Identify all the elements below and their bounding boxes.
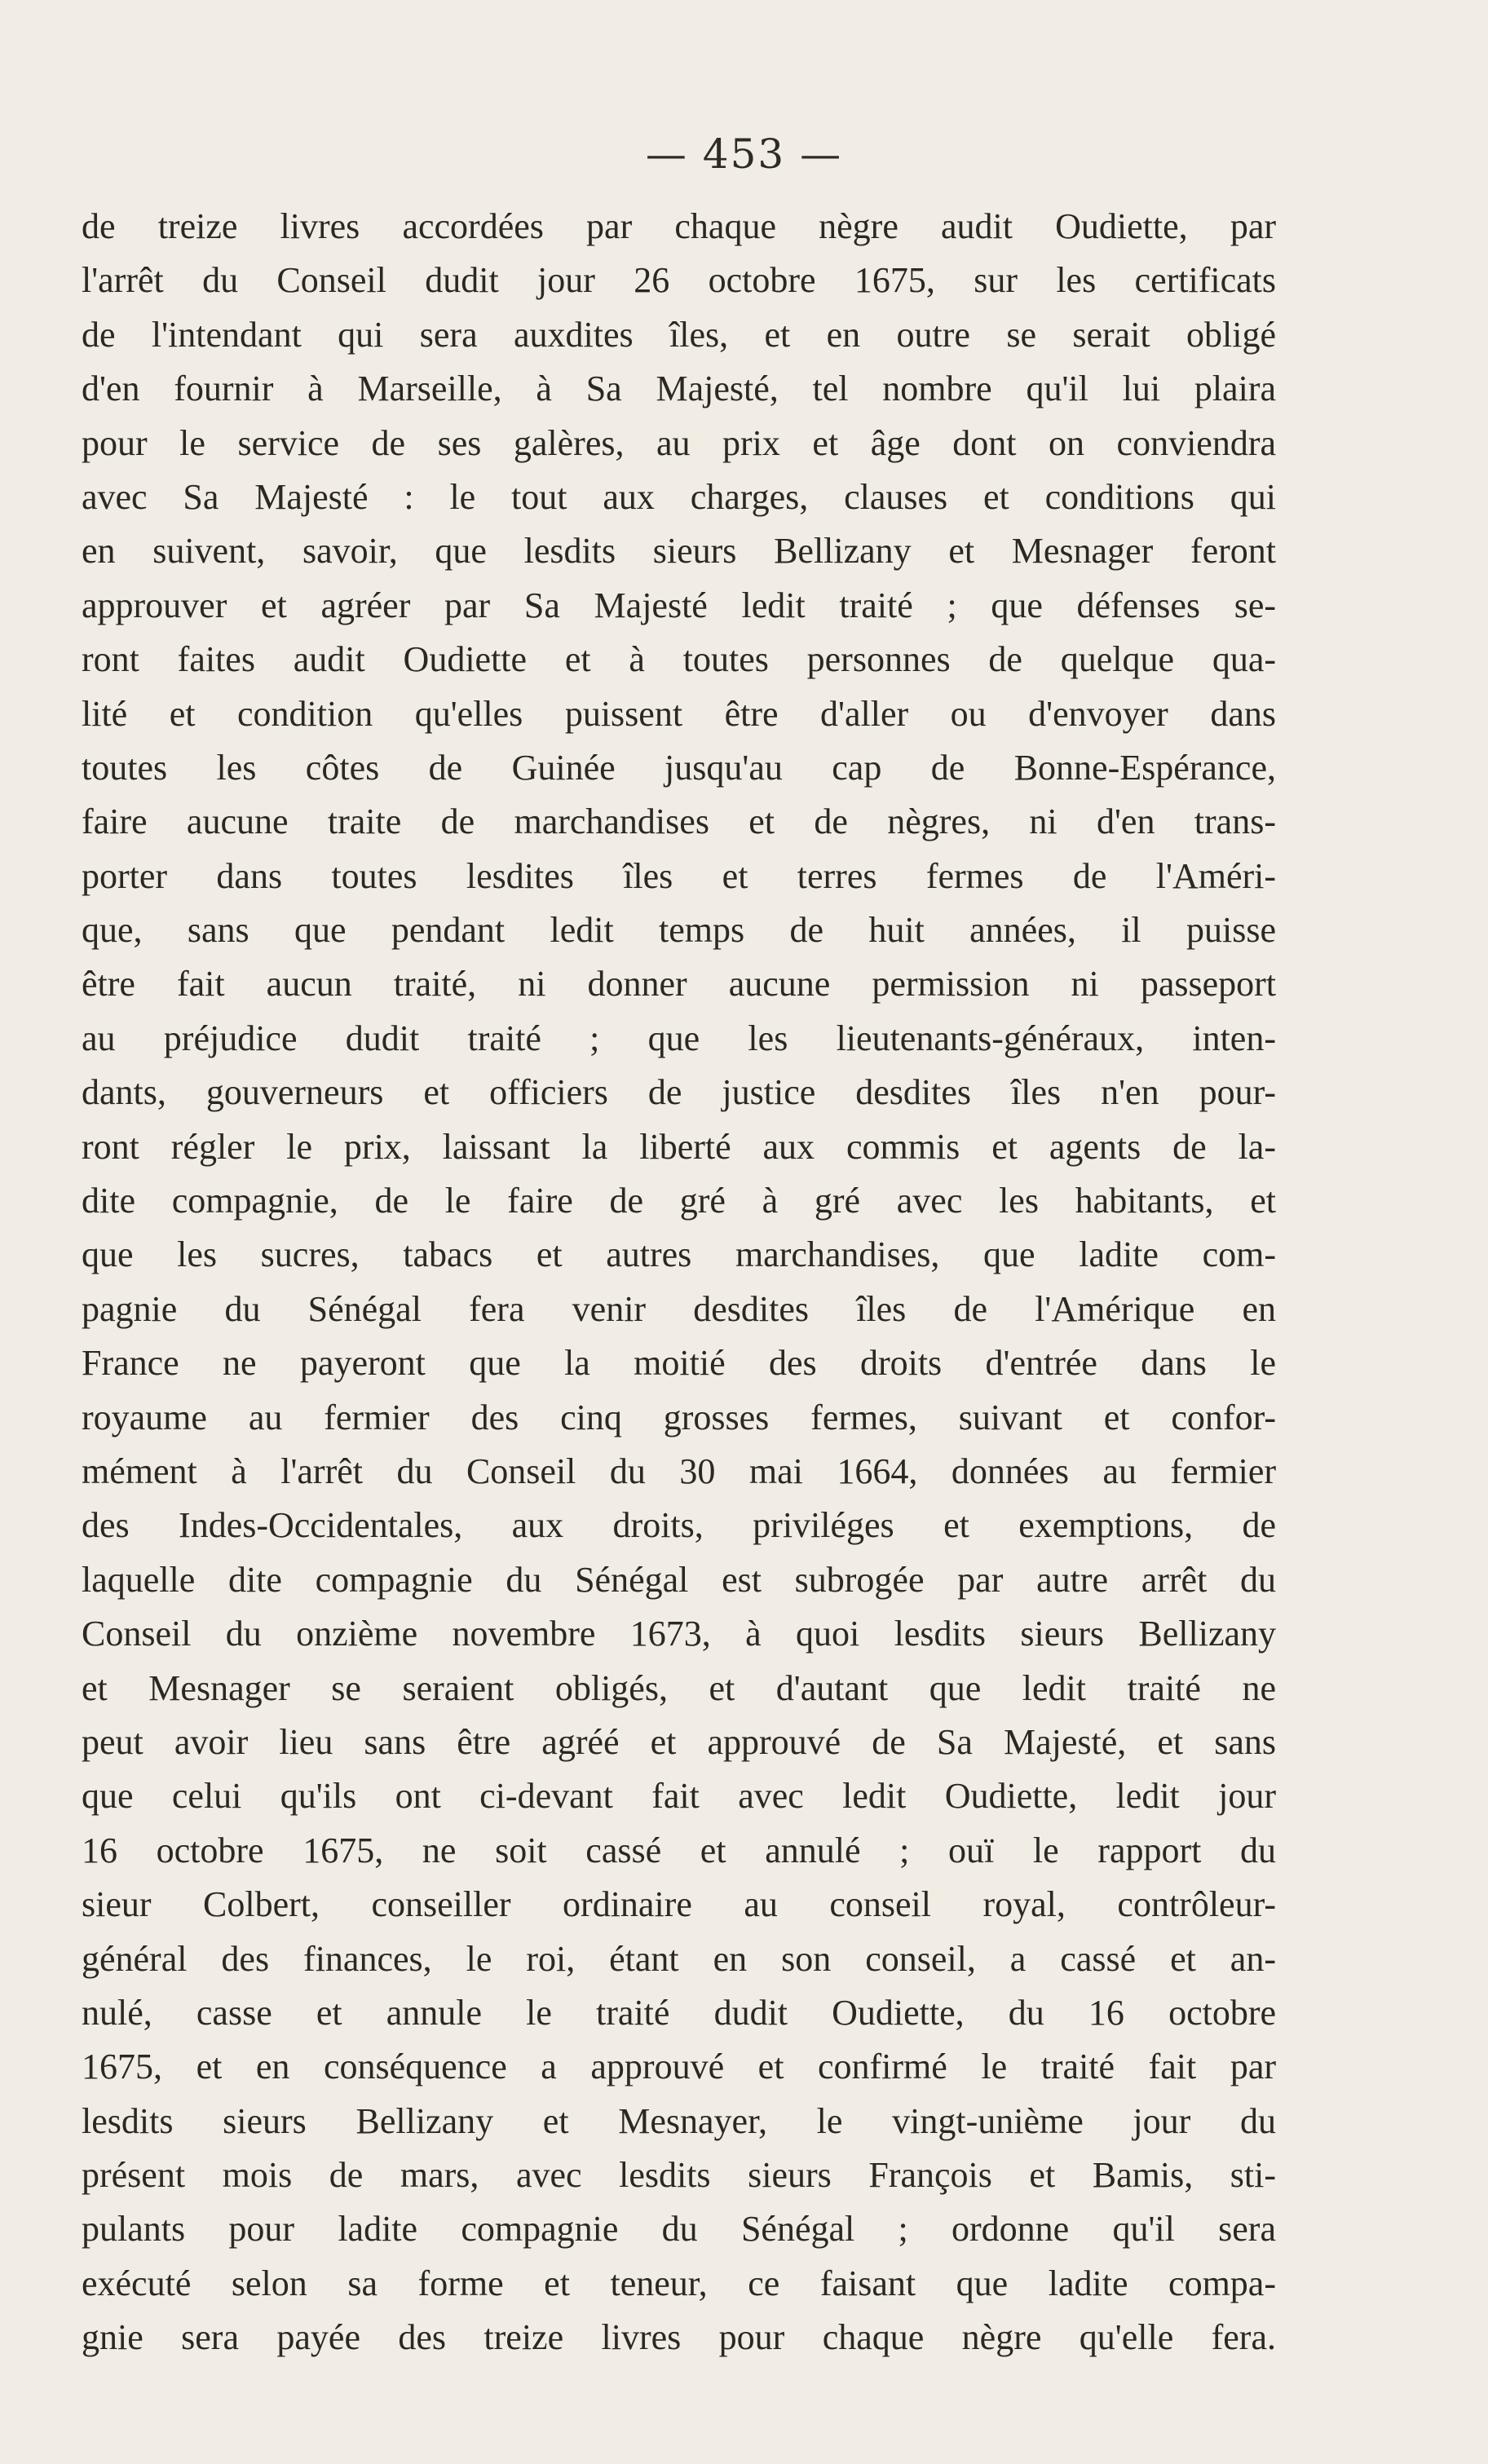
body-text — [82, 200, 1276, 2365]
text-line: de l'intendant qui sera auxdites îles, et en outre se serait obligé — [82, 314, 1276, 355]
text-line: et Mesnager se seraient obligés, et d'autant que ledit traité ne — [82, 1667, 1276, 1708]
text-line: porter dans toutes lesdites îles et terres fermes de l'Améri- — [82, 855, 1276, 896]
text-line: lité et condition qu'elles puissent être d'aller ou d'envoyer dans — [82, 693, 1276, 734]
text-line: ront faites audit Oudiette et à toutes personnes de quelque qua- — [82, 639, 1276, 680]
text-line: peut avoir lieu sans être agréé et approuvé de Sa Majesté, et sans — [82, 1721, 1276, 1762]
text-line: que, sans que pendant ledit temps de huit années, il puisse — [82, 910, 1276, 951]
text-line: que celui qu'ils ont ci-devant fait avec ledit Oudiette, ledit jour — [82, 1776, 1276, 1817]
text-line: nulé, casse et annule le traité dudit Oudiette, du 16 octobre — [82, 1992, 1276, 2033]
text-line: toutes les côtes de Guinée jusqu'au cap de Bonne-Espérance, — [82, 747, 1276, 788]
text-line: pagnie du Sénégal fera venir desdites îles de l'Amérique en — [82, 1288, 1276, 1329]
text-line: sieur Colbert, conseiller ordinaire au conseil royal, contrôleur- — [82, 1884, 1276, 1925]
text-line: exécuté selon sa forme et teneur, ce faisant que ladite compa- — [82, 2263, 1276, 2303]
text-line: mément à l'arrêt du Conseil du 30 mai 1664, données au fermier — [82, 1451, 1276, 1491]
text-line: l'arrêt du Conseil dudit jour 26 octobre 1675, sur les certificats — [82, 260, 1276, 301]
text-line: dants, gouverneurs et officiers de justice desdites îles n'en pour- — [82, 1072, 1276, 1113]
text-line: Conseil du onzième novembre 1673, à quoi lesdits sieurs Bellizany — [82, 1614, 1276, 1654]
text-line: laquelle dite compagnie du Sénégal est subrogée par autre arrêt du — [82, 1559, 1276, 1600]
text-line: de treize livres accordées par chaque nègre audit Oudiette, par — [82, 206, 1276, 246]
page-number: — 453 — — [645, 130, 843, 178]
text-line: général des finances, le roi, étant en son conseil, a cassé et an- — [82, 1938, 1276, 1979]
text-line: au préjudice dudit traité ; que les lieutenants-généraux, inten- — [82, 1018, 1276, 1058]
text-line: 1675, et en conséquence a approuvé et confirmé le traité fait par — [82, 2047, 1276, 2087]
text-line: dite compagnie, de le faire de gré à gré avec les habitants, et — [82, 1181, 1276, 1221]
text-line: que les sucres, tabacs et autres marchandises, que ladite com- — [82, 1234, 1276, 1275]
text-line: pour le service de ses galères, au prix et âge dont on conviendra — [82, 422, 1276, 463]
text-line: des Indes-Occidentales, aux droits, priviléges et exemptions, de — [82, 1505, 1276, 1546]
text-line: avec Sa Majesté : le tout aux charges, clauses et conditions qui — [82, 476, 1276, 517]
text-line: approuver et agréer par Sa Majesté ledit traité ; que défenses se- — [82, 585, 1276, 625]
text-line: en suivent, savoir, que lesdits sieurs Bellizany et Mesnager feront — [82, 531, 1276, 572]
text-line: France ne payeront que la moitié des droits d'entrée dans le — [82, 1343, 1276, 1384]
text-line: être fait aucun traité, ni donner aucune permission ni passeport — [82, 964, 1276, 1005]
text-line: 16 octobre 1675, ne soit cassé et annulé ; ouï le rapport du — [82, 1830, 1276, 1870]
text-line: faire aucune traite de marchandises et de nègres, ni d'en trans- — [82, 801, 1276, 842]
text-line: présent mois de mars, avec lesdits sieurs François et Bamis, sti- — [82, 2155, 1276, 2196]
text-line: d'en fournir à Marseille, à Sa Majesté, tel nombre qu'il lui plaira — [82, 369, 1276, 409]
text-line: pulants pour ladite compagnie du Sénégal ; ordonne qu'il sera — [82, 2209, 1276, 2250]
text-line: lesdits sieurs Bellizany et Mesnayer, le vingt-unième jour du — [82, 2100, 1276, 2141]
text-line: gnie sera payée des treize livres pour chaque nègre qu'elle fera. — [82, 2317, 1276, 2358]
text-line: ront régler le prix, laissant la liberté aux commis et agents de la- — [82, 1126, 1276, 1167]
text-line: royaume au fermier des cinq grosses fermes, suivant et confor- — [82, 1397, 1276, 1437]
